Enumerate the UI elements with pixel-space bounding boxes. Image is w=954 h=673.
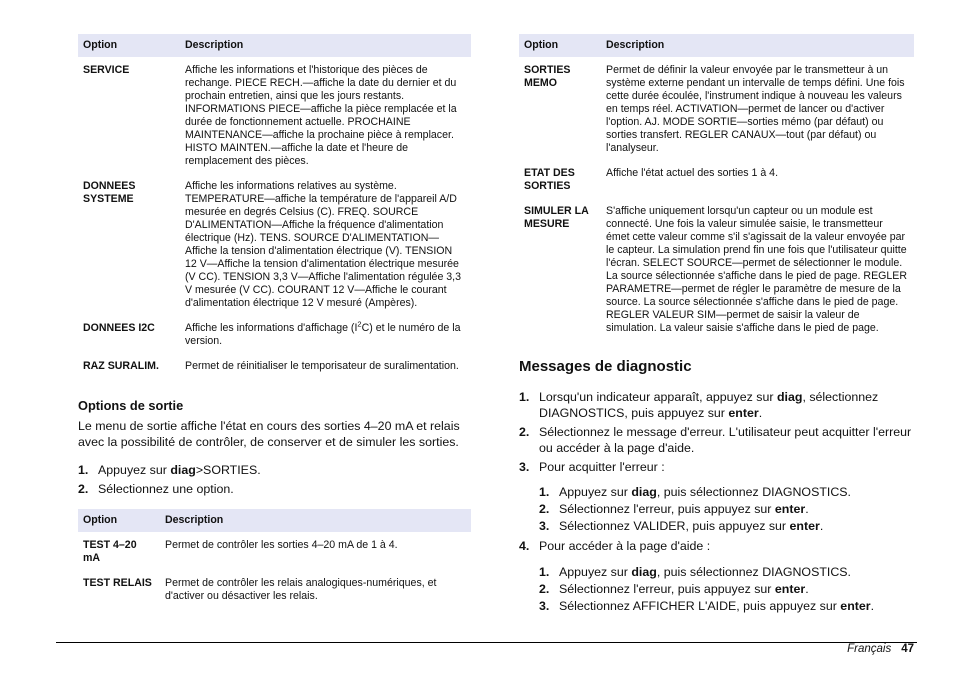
option-cell: SORTIES MEMO [524,64,571,89]
option-header: Option [519,34,601,57]
table-row [78,57,471,173]
table-row [519,160,914,198]
option-cell: TEST RELAIS [83,577,152,589]
option-cell: DONNEES I2C [83,322,155,334]
description-cell: Permet de réinitialiser le temporisateur de suralimentation. [185,360,459,372]
help-substeps-list [519,564,914,614]
page-footer [847,643,914,655]
left-column [78,34,471,608]
table-header [519,34,914,57]
option-header: Option [78,509,160,532]
table-header [78,34,471,57]
list-item: 3. Pour acquitter l'erreur : [519,460,665,474]
list-item: 1. Lorsqu'un indicateur apparaît, appuyez sur diag, sélectionnez DIAGNOSTICS, puis appuyez sur enter. [519,390,879,420]
right-column [519,34,914,614]
description-cell: Permet de contrôler les sorties 4–20 mA de 1 à 4. [165,539,398,551]
option-header: Option [78,34,180,57]
footer-rule [56,642,917,643]
acknowledge-substeps-list [519,484,914,534]
option-cell: SIMULER LA MESURE [524,205,589,230]
list-item: 2. Sélectionnez l'erreur, puis appuyez sur enter. [539,502,809,516]
option-cell: RAZ SURALIM. [83,360,159,372]
list-item: 1. Appuyez sur diag, puis sélectionnez DIAGNOSTICS. [539,485,852,499]
output-options-table [78,509,471,608]
list-item: 2. Sélectionnez le message d'erreur. L'utilisateur peut acquitter l'erreur ou accéder à la page d'aide. [519,425,912,455]
description-cell: Affiche l'état actuel des sorties 1 à 4. [606,167,779,179]
output-modes-table [519,34,914,340]
list-item: 1. Appuyez sur diag, puis sélectionnez DIAGNOSTICS. [539,565,852,579]
table-row [78,353,471,378]
list-item: 4. Pour accéder à la page d'aide : [519,539,711,553]
section-title-output-options: Options de sortie [78,398,184,413]
table-row [78,532,471,570]
diagnostic-steps-list [519,389,914,475]
table-row [519,57,914,160]
table-header [78,509,471,532]
list-item: 3. Sélectionnez AFFICHER L'AIDE, puis appuyez sur enter. [539,599,875,613]
description-cell: Affiche les informations relatives au système. TEMPERATURE—affiche la température de l'appareil A/D mesurée en degrés Celsius (C). FREQ. SOURCE D'ALIMENTATION—Affiche la fréquence d'alimentation électrique (Hz). TENS. SOURCE D'ALIMENTATION—Affiche la tension d'alimentation électrique (V). TENSION 12 V—Affiche la tension d'alimentation électrique mesurée (V CC). TENSION 3,3 V—Affiche l'alimentation régulée 3,3 V mesurée (V CC). COURANT 12 V—Affiche le courant d'alimentation électrique 12 V mesuré (Ampères). [185,180,462,309]
page-number: 47 [901,643,914,655]
option-cell: TEST 4–20 mA [83,539,137,564]
description-cell: Permet de définir la valeur envoyée par le transmetteur à un système externe pendant un intervalle de temps défini. Une fois cette durée écoulée, l'instrument indique à nouveau les valeurs en temps réel. ACTIVATION—permet de lancer ou d'activer l'option. AJ. MODE SORTIE—sorties mémo (par défaut) ou sorties transfert. REGLER CANAUX—tout (par défaut) ou l'analyseur. [606,64,905,154]
description-header: Description [180,34,471,57]
section-title-diagnostic-messages: Messages de diagnostic [519,358,692,375]
option-cell: ETAT DES SORTIES [524,167,575,192]
list-item: 1. Appuyez sur diag>SORTIES. [78,463,261,477]
description-cell: S'affiche uniquement lorsqu'un capteur ou un module est connecté. Une fois la valeur simulée saisie, le transmetteur émet cette valeur comme s'il s'agissait de la valeur envoyée par le capteur. La simulation prend fin une fois que l'utilisateur quitte l'écran. SELECT SOURCE—permet de sélectionner le module. La source sélectionnée s'affiche dans le pied de page. REGLER PARAMETRE—permet de régler le paramètre de mesure de la source. La source sélectionnée s'affiche dans le pied de page. REGLER VALEUR SIM—permet de saisir la valeur de simulation. La valeur saisie s'affiche dans le pied de page. [606,205,908,334]
table-row [78,315,471,353]
intro-paragraph: Le menu de sortie affiche l'état en cours des sorties 4–20 mA et relais avec la possibilité de contrôler, de conserver et de simuler les sorties. [78,419,460,449]
description-cell: Affiche les informations d'affichage $(I^2C)$ et le numéro de la version. [185,319,461,347]
table-row [519,198,914,340]
footer-language: Français [847,643,892,655]
table-row [78,173,471,315]
service-options-table [78,34,471,378]
option-cell: DONNEES SYSTEME [83,180,136,205]
option-cell: SERVICE [83,64,130,76]
list-item: 2. Sélectionnez une option. [78,482,234,496]
description-cell: Permet de contrôler les relais analogiques-numériques, et d'activer ou désactiver les relais. [165,577,437,602]
table-row [78,570,471,608]
list-item: 2. Sélectionnez l'erreur, puis appuyez sur enter. [539,582,809,596]
output-steps-list [78,462,471,497]
description-header: Description [160,509,471,532]
description-cell: Affiche les informations et l'historique des pièces de rechange. PIECE RECH.—affiche la date du dernier et du prochain entretien, ainsi que les jours restants. INFORMATIONS PIECE—affiche la pièce remplacée et la durée de fonctionnement actuelle. PROCHAINE MAINTENANCE—affiche la prochaine pièce à remplacer. HISTO MAINTEN.—affiche la date et l'heure de remplacement des pièces. [185,64,457,167]
description-header: Description [601,34,914,57]
diagnostic-steps-list-cont [519,538,914,554]
list-item: 3. Sélectionnez VALIDER, puis appuyez sur enter. [539,519,824,533]
